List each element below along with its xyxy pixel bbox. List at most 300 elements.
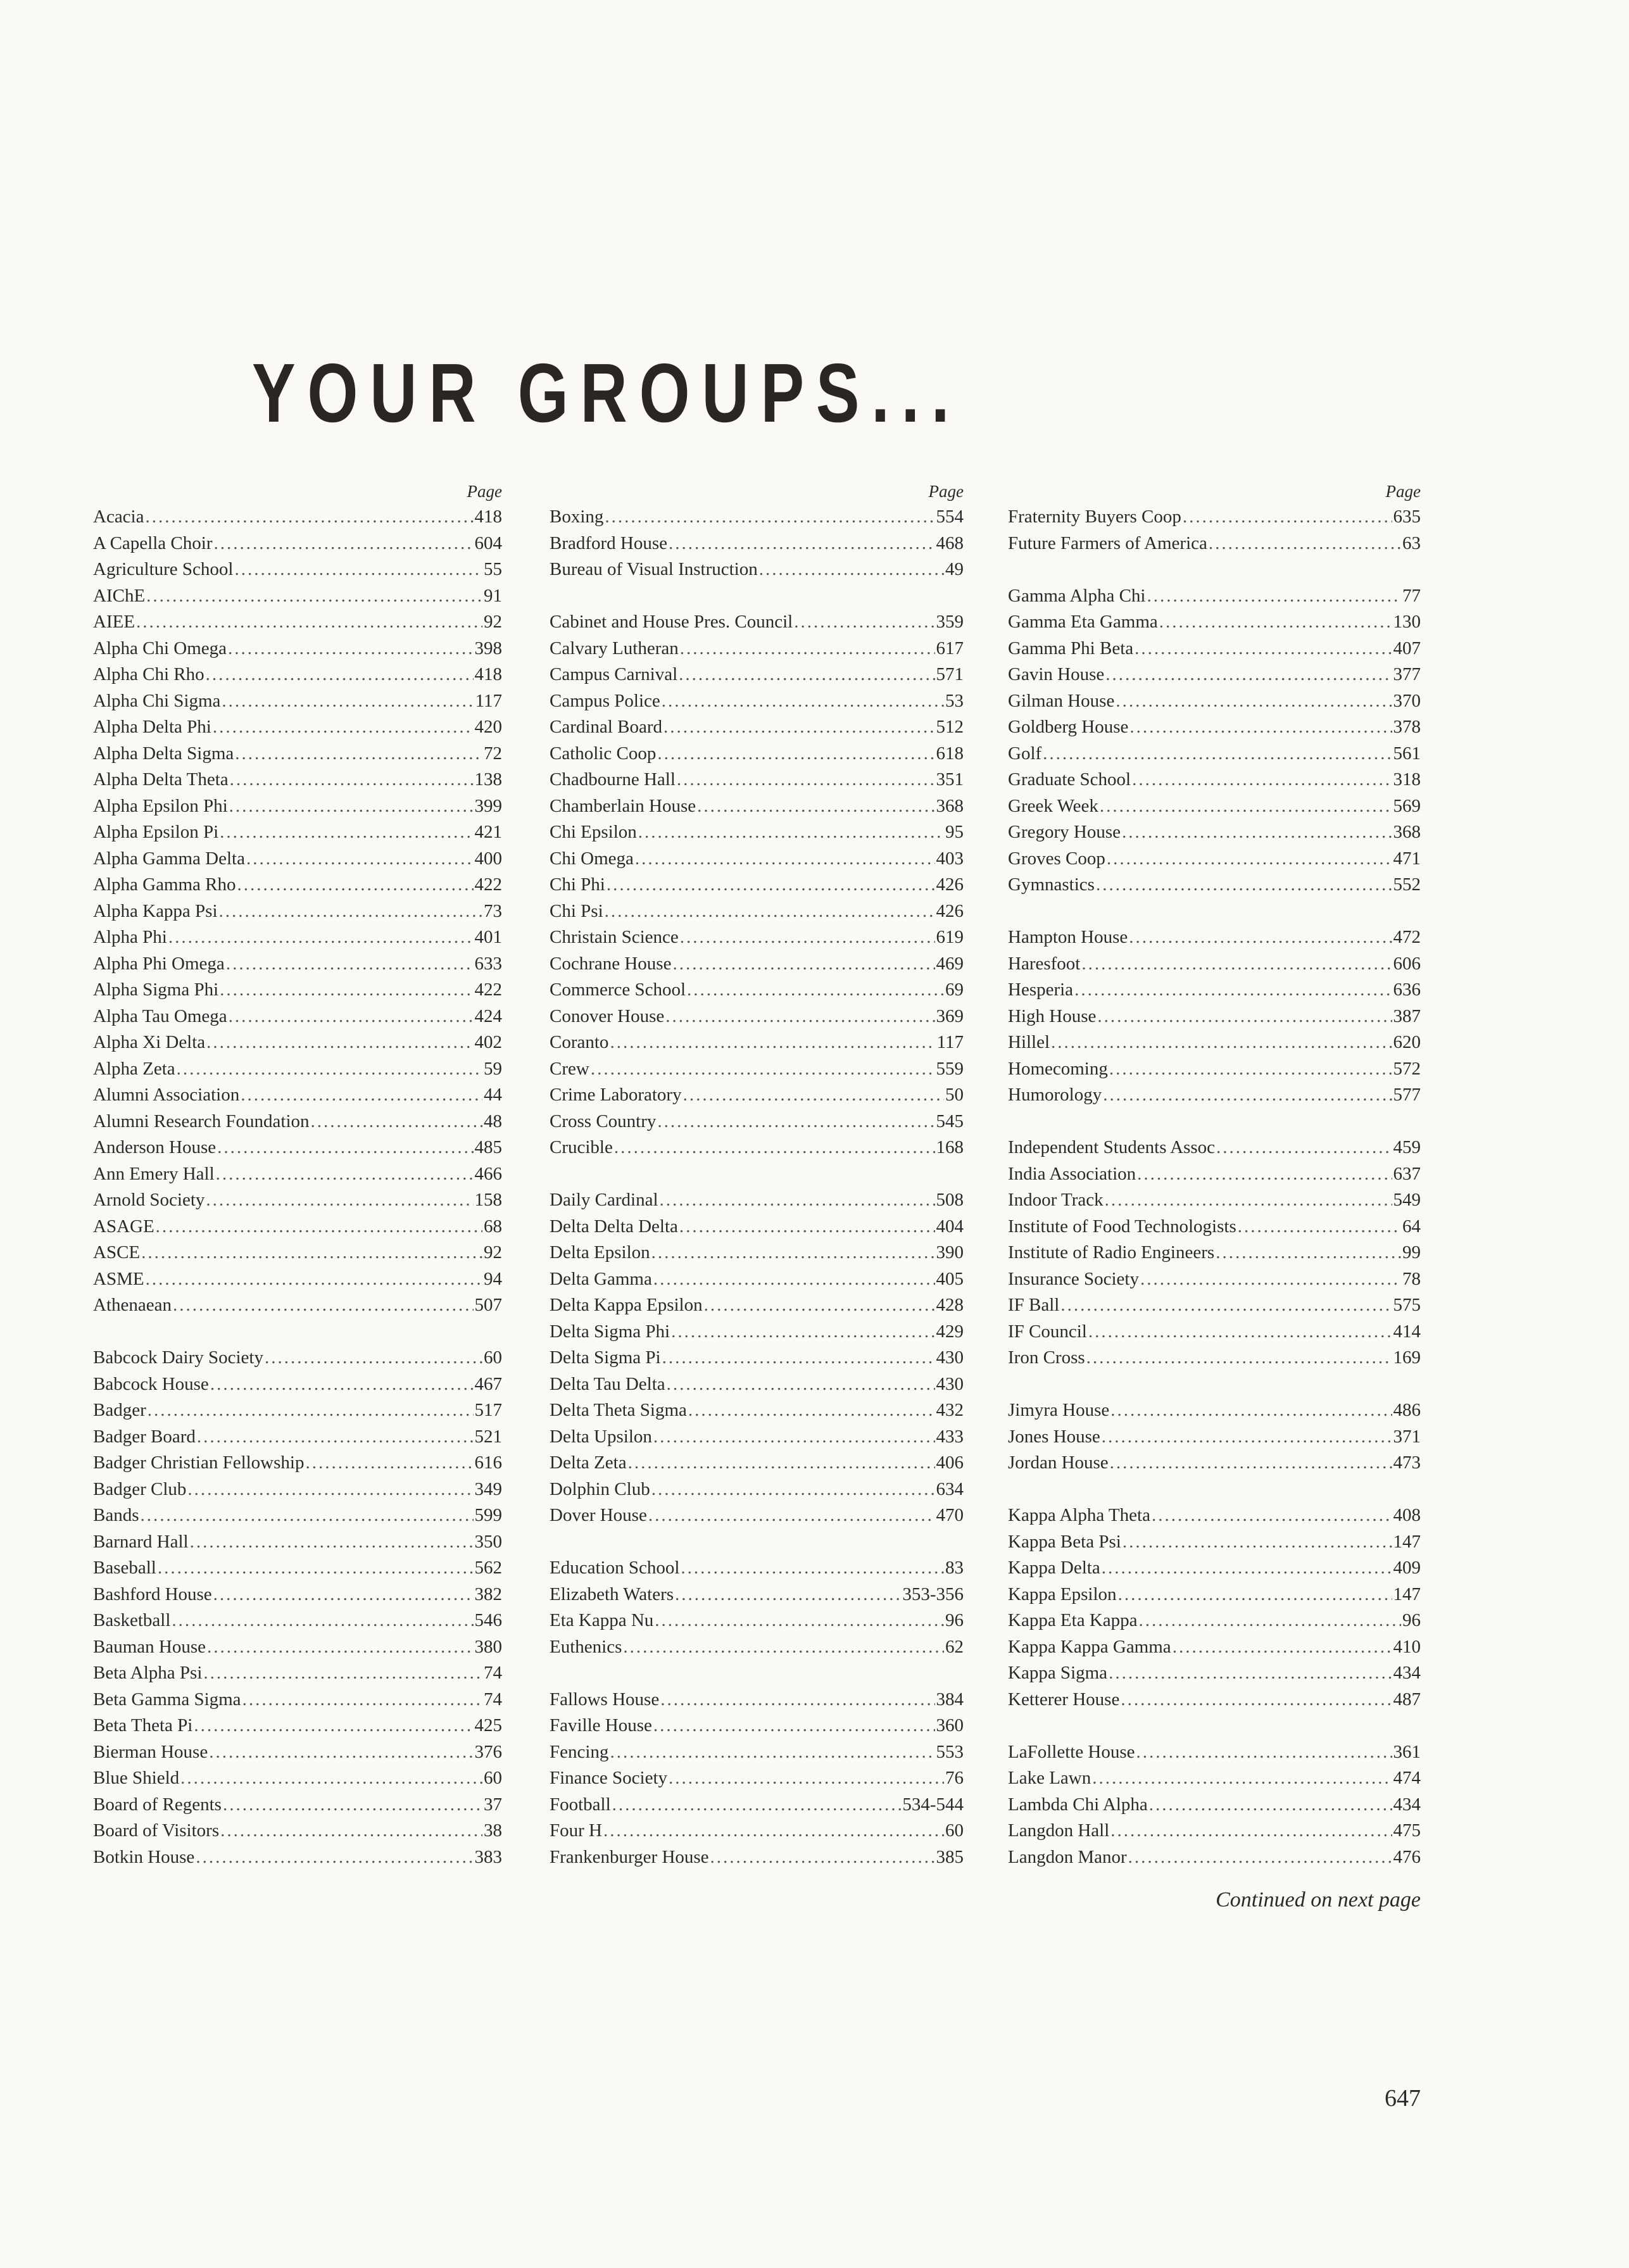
entry-name: Institute of Radio Engineers <box>1008 1242 1215 1263</box>
index-entry <box>1008 1582 1421 1608</box>
index-entry <box>550 767 964 793</box>
entry-name: Independent Students Assoc <box>1008 1137 1216 1157</box>
entry-page-number: 430 <box>936 1373 964 1394</box>
index-entry <box>93 1424 502 1451</box>
dot-leader <box>1110 1818 1392 1844</box>
entry-page-number: 577 <box>1393 1085 1421 1105</box>
index-entry <box>550 1503 964 1529</box>
dot-leader <box>242 1687 482 1713</box>
entry-page-number: 72 <box>484 743 502 764</box>
entry-name: Basketball <box>93 1610 171 1630</box>
index-entry <box>1008 1082 1421 1109</box>
entry-name: Anderson House <box>93 1137 217 1157</box>
dot-leader <box>230 767 474 793</box>
dot-leader <box>1110 1450 1392 1477</box>
entry-name: Bierman House <box>93 1741 208 1762</box>
entry-name: Badger <box>93 1400 146 1420</box>
dot-leader <box>669 531 934 557</box>
index-entry <box>550 1319 964 1345</box>
dot-leader <box>206 1030 473 1056</box>
entry-page-number: 368 <box>936 795 964 816</box>
entry-page-number: 38 <box>484 1820 502 1841</box>
dot-leader <box>172 1608 473 1634</box>
entry-name: Graduate School <box>1008 769 1131 790</box>
index-entry <box>550 1214 964 1240</box>
index-entry <box>93 767 502 793</box>
index-entry <box>550 1555 964 1582</box>
dot-leader <box>683 1082 944 1109</box>
page-column-header: Page <box>1385 482 1421 501</box>
entry-page-number: 635 <box>1393 507 1421 527</box>
entry-name: Delta Sigma Phi <box>550 1321 670 1342</box>
dot-leader <box>1081 951 1392 978</box>
dot-leader <box>1122 819 1392 846</box>
entry-name: Alumni Association <box>93 1085 240 1105</box>
index-entry <box>93 1634 502 1661</box>
entry-name: Board of Regents <box>93 1794 222 1815</box>
entry-page-number: 53 <box>945 690 964 711</box>
entry-name: Langdon Hall <box>1008 1820 1110 1841</box>
dot-leader <box>1110 1397 1392 1424</box>
index-entry <box>1008 1844 1421 1871</box>
entry-name: A Capella Choir <box>93 532 213 553</box>
entry-name: Cross Country <box>550 1111 657 1131</box>
entry-page-number: 409 <box>1393 1558 1421 1578</box>
index-entry <box>93 977 502 1004</box>
entry-page-number: 370 <box>1393 690 1421 711</box>
dot-leader <box>228 636 473 662</box>
dot-leader <box>657 741 934 767</box>
entry-name: Frankenburger House <box>550 1846 709 1867</box>
index-entry <box>550 1292 964 1319</box>
dot-leader <box>687 977 944 1004</box>
entry-name: ASME <box>93 1268 144 1289</box>
index-entry <box>550 793 964 820</box>
entry-name: Calvary Lutheran <box>550 638 679 658</box>
entry-name: Hampton House <box>1008 927 1128 947</box>
index-entry <box>550 557 964 583</box>
dot-leader <box>1051 1030 1392 1056</box>
entry-page-number: 96 <box>945 1610 964 1630</box>
dot-leader <box>607 872 935 898</box>
entry-page-number: 432 <box>936 1400 964 1420</box>
index-entry <box>93 1765 502 1792</box>
entry-page-number: 349 <box>474 1478 502 1499</box>
entry-page-number: 430 <box>936 1347 964 1368</box>
entry-name: Alpha Tau Omega <box>93 1005 227 1026</box>
index-entry <box>550 1450 964 1477</box>
entry-page-number: 92 <box>484 612 502 632</box>
entry-name: Beta Alpha Psi <box>93 1663 203 1683</box>
index-entry <box>93 898 502 925</box>
index-entry <box>93 793 502 820</box>
entry-page-number: 359 <box>936 612 964 632</box>
index-entry <box>93 1792 502 1818</box>
entry-name: Elizabeth Waters <box>550 1584 674 1604</box>
dot-leader <box>1209 531 1401 557</box>
index-entry <box>550 924 964 951</box>
entry-name: Alumni Research Foundation <box>93 1111 310 1131</box>
entry-name: Crew <box>550 1058 589 1079</box>
entry-name: Delta Kappa Epsilon <box>550 1295 703 1315</box>
entry-name: Faville House <box>550 1715 652 1736</box>
index-entry <box>550 951 964 978</box>
dot-leader <box>667 1371 935 1398</box>
dot-leader <box>1109 1056 1392 1083</box>
dot-leader <box>305 1450 473 1477</box>
entry-name: Institute of Food Technologists <box>1008 1216 1236 1237</box>
index-entry <box>1008 1397 1421 1424</box>
entry-page-number: 378 <box>1393 717 1421 737</box>
dot-leader <box>197 1424 474 1451</box>
index-entry <box>550 609 964 636</box>
entry-page-number: 470 <box>936 1505 964 1525</box>
dot-leader <box>1139 1608 1401 1634</box>
entry-name: Kappa Eta Kappa <box>1008 1610 1138 1630</box>
dot-leader <box>229 793 474 820</box>
index-entry <box>1008 1555 1421 1582</box>
entry-name: Finance Society <box>550 1768 668 1788</box>
index-entry <box>93 1450 502 1477</box>
index-entry <box>1008 1187 1421 1214</box>
dot-leader <box>210 1371 474 1398</box>
entry-page-number: 637 <box>1393 1163 1421 1184</box>
entry-name: Alpha Chi Omega <box>93 638 227 658</box>
entry-page-number: 421 <box>474 822 502 842</box>
index-column-3 <box>1008 479 1421 1870</box>
entry-page-number: 96 <box>1402 1610 1421 1630</box>
index-entry <box>93 1529 502 1556</box>
entry-name: AIChE <box>93 585 146 606</box>
dot-leader <box>605 504 934 531</box>
entry-page-number: 117 <box>936 1032 964 1052</box>
index-entry <box>1008 1056 1421 1083</box>
entry-page-number: 604 <box>474 532 502 553</box>
dot-leader <box>158 1555 474 1582</box>
entry-page-number: 549 <box>1393 1190 1421 1210</box>
entry-name: Jordan House <box>1008 1452 1109 1473</box>
entry-page-number: 424 <box>474 1005 502 1026</box>
section-spacer <box>1008 1371 1421 1398</box>
dot-leader <box>1102 1424 1392 1451</box>
index-entry <box>1008 1345 1421 1371</box>
section-spacer <box>550 1161 964 1188</box>
entry-name: Insurance Society <box>1008 1268 1139 1289</box>
entry-page-number: 368 <box>1393 822 1421 842</box>
entry-name: Chadbourne Hall <box>550 769 676 790</box>
entry-page-number: 534-544 <box>902 1794 964 1815</box>
entry-page-number: 473 <box>1393 1452 1421 1473</box>
dot-leader <box>635 846 935 873</box>
entry-name: Conover House <box>550 1005 665 1026</box>
dot-leader <box>219 898 482 925</box>
entry-name: Badger Christian Fellowship <box>93 1452 305 1473</box>
dot-leader <box>1135 636 1392 662</box>
index-column-1 <box>93 479 502 1870</box>
entry-name: High House <box>1008 1005 1097 1026</box>
index-entry <box>550 1371 964 1398</box>
dot-leader <box>1118 1582 1392 1608</box>
dot-leader <box>190 1529 474 1556</box>
dot-leader <box>1043 741 1392 767</box>
entry-name: AIEE <box>93 612 135 632</box>
dot-leader <box>605 898 935 925</box>
index-entry <box>550 1266 964 1293</box>
dot-leader <box>655 1608 944 1634</box>
entry-name: Delta Upsilon <box>550 1426 652 1447</box>
entry-page-number: 62 <box>945 1636 964 1657</box>
index-entry <box>93 1818 502 1844</box>
entry-name: Dolphin Club <box>550 1478 650 1499</box>
index-entry <box>550 977 964 1004</box>
index-entry <box>93 1135 502 1161</box>
dot-leader <box>614 1135 935 1161</box>
dot-leader <box>1147 583 1401 610</box>
index-entry <box>1008 504 1421 531</box>
entry-name: Alpha Phi Omega <box>93 953 225 974</box>
index-entry <box>550 531 964 557</box>
entry-page-number: 471 <box>1393 848 1421 869</box>
entry-name: Chi Phi <box>550 874 605 895</box>
entry-page-number: 620 <box>1393 1032 1421 1052</box>
index-entry <box>550 1187 964 1214</box>
index-entry <box>550 1397 964 1424</box>
dot-leader <box>1107 846 1392 873</box>
entry-name: Ann Emery Hall <box>93 1163 215 1184</box>
index-entry <box>1008 1319 1421 1345</box>
entry-page-number: 399 <box>474 795 502 816</box>
dot-leader <box>657 1109 934 1135</box>
entry-name: Golf <box>1008 743 1042 764</box>
dot-leader <box>623 1634 944 1661</box>
dot-leader <box>648 1503 935 1529</box>
dot-leader <box>1109 1660 1392 1687</box>
entry-page-number: 387 <box>1393 1005 1421 1026</box>
index-entry <box>93 1582 502 1608</box>
entry-page-number: 76 <box>945 1768 964 1788</box>
entry-name: Alpha Delta Theta <box>93 769 229 790</box>
dot-leader <box>610 1739 934 1766</box>
entry-name: Kappa Epsilon <box>1008 1584 1117 1604</box>
entry-name: Bashford House <box>93 1584 212 1604</box>
dot-leader <box>1088 1319 1392 1345</box>
entry-page-number: 618 <box>936 743 964 764</box>
dot-leader <box>1102 1555 1392 1582</box>
entry-name: Delta Sigma Pi <box>550 1347 661 1368</box>
entry-page-number: 371 <box>1393 1426 1421 1447</box>
section-spacer <box>1008 1713 1421 1739</box>
entry-name: Gamma Alpha Chi <box>1008 585 1146 606</box>
index-entry <box>550 1818 964 1844</box>
dot-leader <box>660 1687 934 1713</box>
entry-page-number: 83 <box>945 1558 964 1578</box>
dot-leader <box>194 1713 473 1739</box>
entry-name: Catholic Coop <box>550 743 657 764</box>
page-column-header: Page <box>928 482 964 501</box>
dot-leader <box>203 1660 482 1687</box>
dot-leader <box>675 1582 901 1608</box>
entry-name: Kappa Delta <box>1008 1558 1100 1578</box>
entry-page-number: 147 <box>1393 1531 1421 1552</box>
index-entry <box>93 504 502 531</box>
dot-leader <box>662 688 944 715</box>
index-entry <box>550 1765 964 1792</box>
entry-name: Coranto <box>550 1032 609 1052</box>
dot-leader <box>156 1214 482 1240</box>
entry-page-number: 385 <box>936 1846 964 1867</box>
dot-leader <box>1149 1792 1392 1818</box>
dot-leader <box>223 1792 482 1818</box>
entry-name: Beta Gamma Sigma <box>93 1689 241 1710</box>
dot-leader <box>665 1004 934 1030</box>
index-entry-list <box>550 504 964 1870</box>
dot-leader <box>1183 504 1392 531</box>
entry-name: Bands <box>93 1505 139 1525</box>
dot-leader <box>653 1713 935 1739</box>
entry-page-number: 92 <box>484 1242 502 1263</box>
dot-leader <box>681 1555 944 1582</box>
entry-page-number: 99 <box>1402 1242 1421 1263</box>
page-title: YOUR GROUPS... <box>252 346 962 439</box>
index-entry <box>1008 1608 1421 1634</box>
entry-name: Agriculture School <box>93 559 234 579</box>
entry-page-number: 63 <box>1402 532 1421 553</box>
entry-name: IF Council <box>1008 1321 1087 1342</box>
dot-leader <box>664 714 935 741</box>
entry-name: Kappa Alpha Theta <box>1008 1505 1150 1525</box>
entry-name: Gymnastics <box>1008 874 1095 895</box>
entry-name: Euthenics <box>550 1636 622 1657</box>
entry-page-number: 117 <box>475 690 502 711</box>
entry-page-number: 94 <box>484 1268 502 1289</box>
entry-name: Humorology <box>1008 1085 1102 1105</box>
entry-page-number: 403 <box>936 848 964 869</box>
dot-leader <box>603 1818 944 1844</box>
entry-page-number: 575 <box>1393 1295 1421 1315</box>
entry-name: Bauman House <box>93 1636 206 1657</box>
index-entry <box>1008 767 1421 793</box>
entry-page-number: 158 <box>474 1190 502 1210</box>
dot-leader <box>1238 1214 1401 1240</box>
index-entry <box>550 1240 964 1266</box>
entry-page-number: 474 <box>1393 1768 1421 1788</box>
index-entry <box>93 531 502 557</box>
dot-leader <box>213 1582 474 1608</box>
page-number: 647 <box>1385 2085 1421 2112</box>
dot-leader <box>311 1109 482 1135</box>
index-entry <box>1008 846 1421 873</box>
index-entry <box>93 688 502 715</box>
entry-name: Gilman House <box>1008 690 1115 711</box>
index-entry <box>93 557 502 583</box>
page-column-header: Page <box>467 482 502 501</box>
entry-page-number: 361 <box>1393 1741 1421 1762</box>
dot-leader <box>610 1030 935 1056</box>
entry-page-number: 37 <box>484 1794 502 1815</box>
section-spacer <box>550 1529 964 1556</box>
dot-leader <box>1152 1503 1392 1529</box>
dot-leader <box>141 1240 482 1266</box>
entry-page-number: 376 <box>474 1741 502 1762</box>
entry-page-number: 468 <box>936 532 964 553</box>
entry-name: Lake Lawn <box>1008 1768 1091 1788</box>
entry-name: Langdon Manor <box>1008 1846 1127 1867</box>
dot-leader <box>653 1424 935 1451</box>
entry-name: Groves Coop <box>1008 848 1105 869</box>
dot-leader <box>679 1214 935 1240</box>
entry-name: Hillel <box>1008 1032 1050 1052</box>
entry-name: Gamma Eta Gamma <box>1008 612 1158 632</box>
section-spacer <box>93 1319 502 1345</box>
entry-name: Alpha Xi Delta <box>93 1032 206 1052</box>
index-entry <box>550 1713 964 1739</box>
index-entry <box>93 1477 502 1503</box>
entry-page-number: 420 <box>474 717 502 737</box>
index-entry <box>550 1082 964 1109</box>
entry-name: IF Ball <box>1008 1295 1060 1315</box>
dot-leader <box>1216 1240 1401 1266</box>
index-entry <box>1008 1030 1421 1056</box>
dot-leader <box>168 924 474 951</box>
entry-name: Alpha Kappa Psi <box>93 900 218 921</box>
index-entry <box>93 819 502 846</box>
index-entry <box>93 1030 502 1056</box>
dot-leader <box>680 636 935 662</box>
entry-name: Babcock Dairy Society <box>93 1347 263 1368</box>
dot-leader <box>1092 1765 1392 1792</box>
index-entry <box>1008 977 1421 1004</box>
index-entry <box>93 924 502 951</box>
entry-page-number: 60 <box>484 1768 502 1788</box>
dot-leader <box>173 1292 474 1319</box>
entry-page-number: 571 <box>936 664 964 684</box>
index-entry <box>550 846 964 873</box>
entry-page-number: 507 <box>474 1295 502 1315</box>
index-entry <box>550 714 964 741</box>
entry-page-number: 466 <box>474 1163 502 1184</box>
entry-page-number: 360 <box>936 1715 964 1736</box>
dot-leader <box>671 1319 934 1345</box>
entry-page-number: 404 <box>936 1216 964 1237</box>
entry-name: Alpha Epsilon Phi <box>93 795 228 816</box>
entry-name: India Association <box>1008 1163 1136 1184</box>
entry-page-number: 599 <box>474 1505 502 1525</box>
index-entry <box>550 688 964 715</box>
entry-name: Haresfoot <box>1008 953 1081 974</box>
entry-name: Homecoming <box>1008 1058 1108 1079</box>
entry-page-number: 78 <box>1402 1268 1421 1289</box>
index-entry <box>1008 1792 1421 1818</box>
dot-leader <box>1128 1844 1392 1871</box>
dot-leader <box>220 1818 482 1844</box>
entry-name: Bureau of Visual Instruction <box>550 559 758 579</box>
dot-leader <box>220 977 473 1004</box>
entry-page-number: 546 <box>474 1610 502 1630</box>
dot-leader <box>660 1187 935 1214</box>
entry-name: Kappa Sigma <box>1008 1663 1108 1683</box>
entry-name: Board of Visitors <box>93 1820 220 1841</box>
dot-leader <box>591 1056 935 1083</box>
entry-name: Fallows House <box>550 1689 660 1710</box>
entry-page-number: 91 <box>484 585 502 606</box>
index-entry <box>550 1004 964 1030</box>
index-entry <box>1008 1739 1421 1766</box>
entry-name: Baseball <box>93 1558 156 1578</box>
entry-page-number: 459 <box>1393 1137 1421 1157</box>
entry-page-number: 68 <box>484 1216 502 1237</box>
entry-page-number: 64 <box>1402 1216 1421 1237</box>
dot-leader <box>653 1266 935 1293</box>
